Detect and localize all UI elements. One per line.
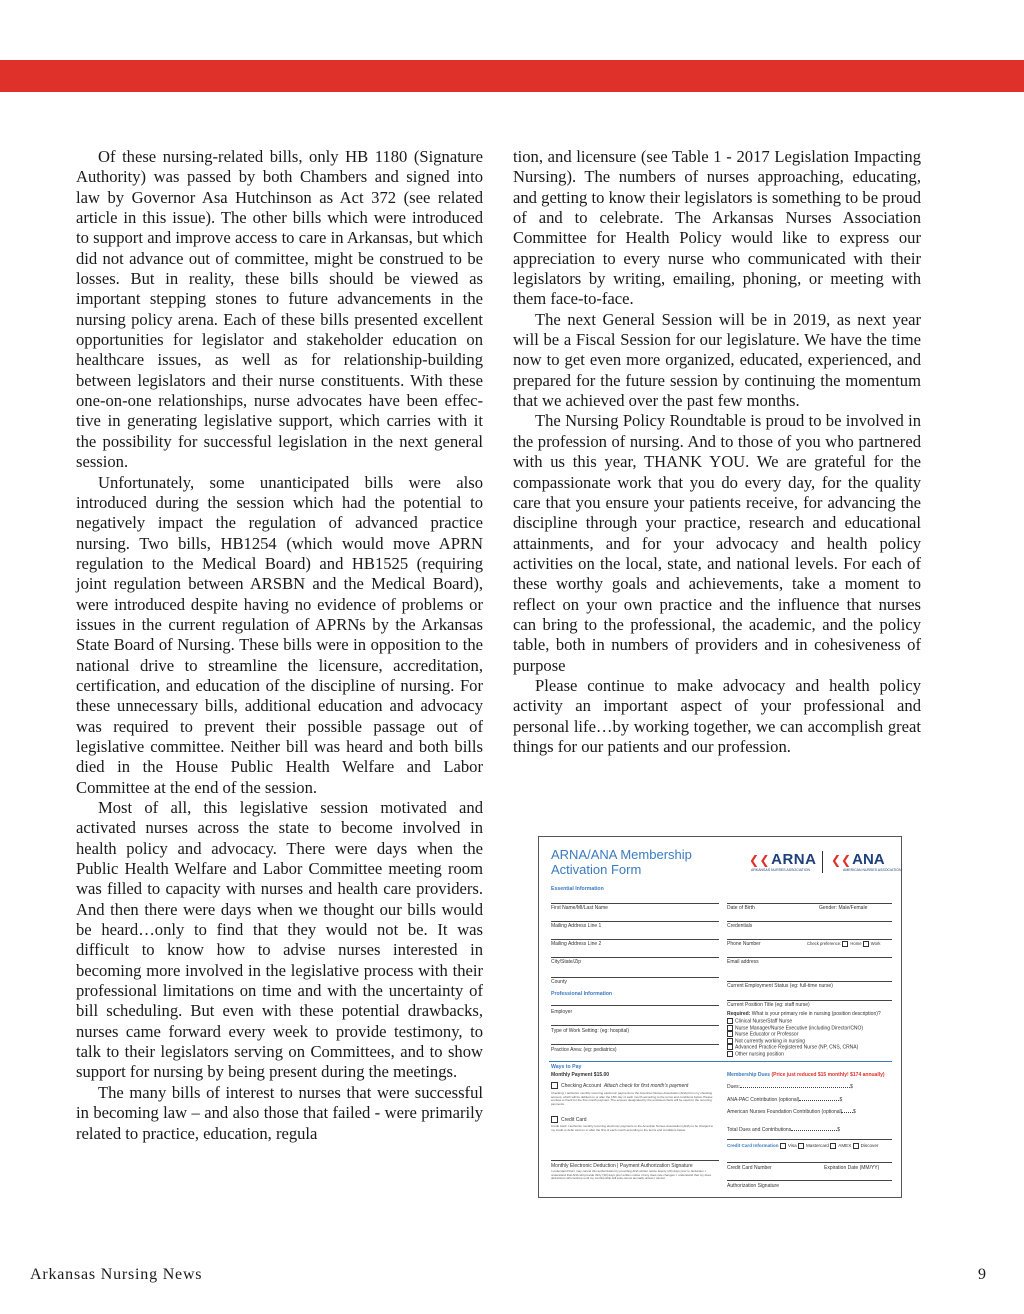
foundation-contribution-line: American Nurses Foundation Contribution (optional) bbox=[727, 1109, 843, 1115]
essential-information-header: Essential Information bbox=[551, 886, 604, 892]
date-of-birth-field[interactable]: Date of Birth bbox=[727, 905, 755, 911]
right-paragraph-1: tion, and licensure (see Table 1 - 2017 Legislation Impacting Nursing). The numbers of nurses approaching, educating, and getting to know their legislators is something to be proud of and to celebrate. The Arkansas Nurses Association Committee for Health Policy would like to express our appreciation to every nurse who communicated with their legislators by writing, emailing, phoning, or meeting with them face-to-face. bbox=[513, 147, 921, 309]
city-state-zip-field[interactable]: City/State/Zip bbox=[551, 959, 582, 965]
total-dues-line: Total Dues and Contributions $ bbox=[727, 1127, 840, 1133]
role-option[interactable]: Clinical Nurse/Staff Nurse bbox=[727, 1018, 863, 1025]
arna-logo-subtitle: ARKANSAS NURSES ASSOCIATION bbox=[751, 868, 811, 872]
dues-line: Dues: $ bbox=[727, 1084, 853, 1090]
left-column bbox=[76, 147, 483, 1144]
county-field[interactable]: County bbox=[551, 979, 567, 985]
ana-logo: ❮❮ANA bbox=[831, 851, 885, 868]
first-name-field[interactable]: First Name/MI/Last Name bbox=[551, 905, 608, 911]
left-paragraph-1: Of these nursing-related bills, only HB 1180 (Signature Authority) was passed by both Chambers and signed into law by Governor Asa Hutchinson as Act 372 (see related article in this issue). The other bills which were introduced to support and improve access to care in Arkansas, but which did not advance out of committee, might be construed to be losses. But in reality, these bills should be viewed as important stepping stones to future advancements in the nursing policy arena. Each of these bills presented excellent opportunities for legislator and stakeholder education on healthcare issues, as well as for relationship-building between legislators and their nurse constituents. With these one-on-one relationships, nurse advocates have been effective in generating legislative support, which carries with it the possibility for successful legislation in the next general session. bbox=[76, 147, 483, 472]
pac-contribution-line: ANA-PAC Contribution (optional) $ bbox=[727, 1097, 843, 1103]
position-title-field[interactable]: Current Position Title (eg: staff nurse) bbox=[727, 1002, 810, 1008]
credit-card-option[interactable]: Credit Card bbox=[551, 1116, 587, 1123]
work-setting-field[interactable]: Type of Work Setting: (eg: hospital) bbox=[551, 1028, 630, 1034]
role-option[interactable]: Not currently working in nursing bbox=[727, 1038, 863, 1045]
membership-form: ARNA/ANA Membership Activation Form ❮❮ARNA ARKANSAS NURSES ASSOCIATION ❮❮ANA AMERICAN NURSES ASSOCIATION Essential Information First Name/MI/Last Name Mailing Address Line 1 Mailing Address Line 2 City/State/Zip County Professional Information Employer Type of Work Setting: (eg: hospital) Practice Area: (eg: pediatrics) Date of Birth Gender: Male/Female Credentials Phone Number Check preference: Home Work Email address Current Employment Status (eg: full-time nurse) Current Position Title (eg: staff nurse) Required: What is your primary role in nursing (position description)? Clinical Nurse/Staff Nurse Nurse Manager/Nurse Executive (including Director/CNO) Nurse Educator or Professor Not currently working in nursing Advanced Practice Registered Nurse (NP, CNS, CRNA) Other nursing position Ways to Pay Monthly Payment $15.00 Membership Dues (Price just reduced $15 monthly! $174 annually) Checking Account Attach check for first month's payment Dues: $ Checking: I authorize monthly recurring electronic payments to the American Nurses Association (ANA) from my checking account, which will be debited on or after the 15th day of each month according to the terms and conditions below. Please enclose a check for the first month payment. The account designated by the enclosed check will be used for the recurring payments. ANA-PAC Contribution (optional) $ Credit Card American Nurses Foundation Contribution (optional) $ Credit Card: I authorize monthly recurring electronic payments to the American Nurses Association (ANA) to be charged to my credit or debit card on or after the first of each month according to the terms and conditions below. Total Dues and Contributions $ Credit Card Information Visa Mastercard AMEX Discover Monthly Electronic Deduction | Payment Authorization Signature I understand that I may cancel this authorization by providing ANA written notice twenty (20) days prior to deduction. I understand that ANA will provide thirty (30) days prior written notice of any dues rate changes. I understand that my dues deductions will continue until my membership will auto-renew annually unless I cancel. Credit Card Number Expiration Date (MM/YY) Authorization Signature bbox=[538, 836, 902, 1198]
email-field[interactable]: Email address bbox=[727, 959, 759, 965]
ways-to-pay-header: Ways to Pay bbox=[551, 1064, 582, 1070]
ededuction-signature-label[interactable]: Monthly Electronic Deduction | Payment Authorization Signature bbox=[551, 1163, 693, 1169]
gender-field[interactable]: Gender: Male/Female bbox=[819, 905, 868, 911]
work-checkbox[interactable] bbox=[863, 941, 869, 947]
logo-divider bbox=[822, 851, 823, 873]
checking-account-option[interactable]: Checking Account Attach check for first month's payment bbox=[551, 1082, 688, 1089]
ededuction-terms: I understand that I may cancel this authorization by providing ANA written notice twenty (20) days prior to deduction. I understand that ANA will provide thirty (30) days prior written notice of any dues rate changes. I understand that my dues deductions will continue until my membership will auto-renew annually unless I cancel. bbox=[551, 1169, 712, 1181]
form-title: ARNA/ANA Membership Activation Form bbox=[551, 847, 692, 877]
credentials-field[interactable]: Credentials bbox=[727, 923, 753, 929]
credit-card-type: Credit Card Information Visa Mastercard AMEX Discover bbox=[727, 1143, 879, 1149]
role-options bbox=[727, 1018, 863, 1057]
visa-checkbox[interactable] bbox=[780, 1143, 786, 1149]
mastercard-checkbox[interactable] bbox=[798, 1143, 804, 1149]
membership-dues-heading: Membership Dues (Price just reduced $15 monthly! $174 annually) bbox=[727, 1072, 885, 1078]
phone-number-field[interactable]: Phone Number bbox=[727, 941, 761, 947]
authorization-signature-field[interactable]: Authorization Signature bbox=[727, 1183, 779, 1189]
monthly-payment-label: Monthly Payment $15.00 bbox=[551, 1072, 610, 1078]
page-number: 9 bbox=[978, 1266, 986, 1283]
header-red-band bbox=[0, 60, 1024, 92]
role-option[interactable]: Other nursing position bbox=[727, 1051, 863, 1058]
arna-logo: ❮❮ARNA bbox=[749, 851, 817, 868]
address-line-1-field[interactable]: Mailing Address Line 1 bbox=[551, 923, 602, 929]
left-paragraph-3: Most of all, this legislative session motivated and activated nurses across the state to become involved in health policy and advocacy. There were days when the Public Health Welfare and Labor Committee meeting room was filled to capacity with nurses and health care providers. And then there were days when we thought our bills would be heard…only to find that they would not be. It was difficult to know how to advise nurses interested in becoming more involved in the legislative process with their professional limitations on time and with the uncertainty of bill scheduling. But even with these potential drawbacks, nurses came forward every week to provide testimony, to talk to their legislators serving on Committees, and to show support for nursing by being present during the meetings. bbox=[76, 798, 483, 1082]
credit-card-terms: Credit Card: I authorize monthly recurring electronic payments to the American Nurses Association (ANA) to be charged to my credit or debit card on or after the first of each month according to the terms and conditions below. bbox=[551, 1124, 714, 1132]
right-paragraph-4: Please continue to make advocacy and health policy activity an important aspect of your professional and personal life…by working together, we can accomplish great things for our patients and our profession. bbox=[513, 675, 921, 756]
practice-area-field[interactable]: Practice Area: (eg: pediatrics) bbox=[551, 1047, 617, 1053]
employer-field[interactable]: Employer bbox=[551, 1009, 573, 1015]
credit-card-number-field[interactable]: Credit Card Number bbox=[727, 1165, 772, 1171]
discover-checkbox[interactable] bbox=[853, 1143, 859, 1149]
role-option[interactable]: Nurse Educator or Professor bbox=[727, 1031, 863, 1038]
left-paragraph-4: The many bills of interest to nurses that were successful in becoming law – and also those that failed - were primarily related to practice, education, regula bbox=[76, 1082, 483, 1143]
right-paragraph-3: The Nursing Policy Roundtable is proud to be involved in the profession of nursing. And to those of you who partnered with us this year, THANK YOU. We are grateful for the compassionate work that you do every day, for the quality care that you ensure your patients receive, for advancing the discipline through your practice, research and educational attainments, and for your advocacy and health policy activities on the local, state, and national levels. For each of these worthy goals and achievements, take a moment to reflect on your own practice and the influence that nurses can bring to the professional, the academic, and the policy table, both in numbers of providers and in cohesiveness of purpose bbox=[513, 411, 921, 675]
home-checkbox[interactable] bbox=[842, 941, 848, 947]
expiration-date-field[interactable]: Expiration Date (MM/YY) bbox=[824, 1165, 880, 1171]
employment-status-field[interactable]: Current Employment Status (eg: full-time nurse) bbox=[727, 983, 833, 989]
primary-role-question: Required: What is your primary role in nursing (position description)? bbox=[727, 1011, 881, 1017]
footer-publication-title: Arkansas Nursing News bbox=[30, 1266, 203, 1283]
left-paragraph-2: Unfortunately, some unanticipated bills were also introduced during the session which had the potential to negatively impact the regulation of advanced practice nursing. Two bills, HB1254 (which would move APRN regulation to the Medical Board) and HB1525 (requiring joint regulation between ARSBN and the Medical Board), were introduced despite having no evidence of problems or issues in the current regulation of APRNs by the Arkansas State Board of Nursing. These bills were in opposition to the national drive to streamline the licensure, accreditation, certification, and education of the discipline of nursing. For these unnecessary bills, additional education and advocacy was required to prevent their possible passage out of legislative committee. Neither bill was heard and both bills died in the House Public Health Welfare and Labor Committee at the end of the session. bbox=[76, 472, 483, 797]
phone-preference: Check preference: Home Work bbox=[807, 941, 881, 947]
amex-checkbox[interactable] bbox=[830, 1143, 836, 1149]
right-column bbox=[513, 147, 921, 757]
right-paragraph-2: The next General Session will be in 2019, as next year will be a Fiscal Session for our legislature. We have the time now to get even more organized, educated, experienced, and prepared for the future session by continuing the momentum that we achieved over the past few months. bbox=[513, 309, 921, 411]
role-option[interactable]: Nurse Manager/Nurse Executive (including Director/CNO) bbox=[727, 1025, 863, 1032]
address-line-2-field[interactable]: Mailing Address Line 2 bbox=[551, 941, 602, 947]
checking-terms: Checking: I authorize monthly recurring electronic payments to the American Nurses Association (ANA) from my checking account, which will be debited on or after the 15th day of each month according to the terms and conditions below. Please enclose a check for the first month payment. The account designated by the enclosed check will be used for the recurring payments. bbox=[551, 1091, 713, 1106]
ana-logo-subtitle: AMERICAN NURSES ASSOCIATION bbox=[843, 868, 902, 872]
professional-information-header: Professional Information bbox=[551, 991, 613, 997]
role-option[interactable]: Advanced Practice Registered Nurse (NP, CNS, CRNA) bbox=[727, 1044, 863, 1051]
